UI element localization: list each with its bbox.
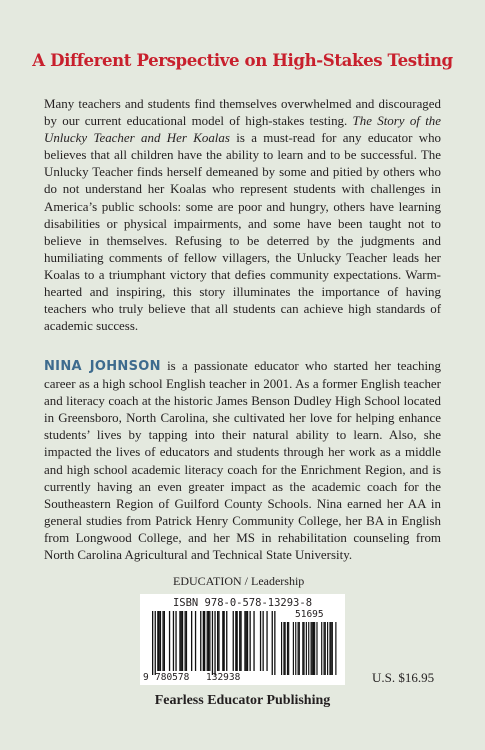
addon-bar bbox=[299, 622, 300, 675]
isbn-number: ISBN 978-0-578-13293-8 bbox=[172, 597, 313, 609]
barcode-bar bbox=[164, 611, 165, 671]
barcode-bar bbox=[233, 611, 234, 671]
book-description bbox=[44, 95, 441, 334]
addon-bar bbox=[331, 622, 332, 675]
barcode-bar bbox=[185, 611, 186, 671]
barcode-bar bbox=[272, 611, 273, 675]
addon-bar bbox=[314, 622, 315, 675]
isbn-barcode bbox=[140, 594, 345, 685]
addon-bar bbox=[303, 622, 304, 675]
addon-bar bbox=[308, 622, 309, 675]
addon-bar bbox=[313, 622, 314, 675]
addon-bar bbox=[329, 622, 330, 675]
description-body: is a must-read for any educator who believes that all children have the ability to learn and to be successful. The Unlucky Teacher finds herself demeaned by some and pitied by others who do not understand her Koalas who represent students with challenges in America’s public schools: some are poor and hungry, others have learning disabilities or physical impairments, and some have been taught not to believe in themselves. Refusing to be deterred by the judgments and humiliating comments of fellow villagers, the Unlucky Teacher leads her Koalas to a triumphant victory that defies community expectations. Warm-hearted and inspiring, this story illuminates the importance of having teachers who truly believe that all students can achieve high standards of academic success. bbox=[44, 130, 442, 334]
barcode-bar bbox=[226, 611, 227, 671]
author-bio bbox=[44, 357, 441, 563]
barcode-bar bbox=[186, 611, 187, 671]
barcode-bar bbox=[274, 611, 275, 675]
barcode-bar bbox=[253, 611, 254, 671]
description-intro: Many teachers and students find themselves overwhelmed and discouraged by our current educational model of high-stakes testing. bbox=[44, 96, 441, 129]
barcode-bar bbox=[162, 611, 163, 671]
cover-headline: A Different Perspective on High-Stakes Testing bbox=[32, 50, 453, 70]
barcode-bar bbox=[239, 611, 240, 671]
barcode-bar bbox=[260, 611, 261, 671]
addon-bar bbox=[298, 622, 299, 675]
price: U.S. $16.95 bbox=[372, 670, 435, 685]
addon-bar bbox=[281, 622, 282, 675]
barcode-bar bbox=[222, 611, 223, 671]
barcode-bar bbox=[235, 611, 236, 671]
addon-bar bbox=[288, 622, 289, 675]
barcode-bar bbox=[212, 611, 213, 675]
ean-left-digits: 780578 bbox=[155, 672, 190, 683]
barcode-bar bbox=[240, 611, 241, 671]
addon-bar bbox=[316, 622, 317, 675]
barcode-bar bbox=[175, 611, 176, 671]
barcode-bar bbox=[159, 611, 160, 671]
barcode-bar bbox=[217, 611, 218, 671]
barcode-bar bbox=[237, 611, 238, 671]
barcode-bar bbox=[152, 611, 153, 675]
barcode-bar bbox=[182, 611, 183, 671]
barcode-bar bbox=[207, 611, 208, 671]
addon-bar bbox=[325, 622, 326, 675]
barcode-bar bbox=[224, 611, 225, 671]
barcode-bar bbox=[214, 611, 215, 675]
addon-bar bbox=[293, 622, 294, 675]
barcode-bar bbox=[244, 611, 245, 671]
barcode-bar bbox=[247, 611, 248, 671]
barcode-bar bbox=[169, 611, 170, 671]
ean-right-digits: 132938 bbox=[206, 672, 241, 683]
barcode-bar bbox=[200, 611, 201, 671]
barcode-bar bbox=[173, 611, 174, 671]
barcode-bar bbox=[203, 611, 204, 671]
author-name: NINA JOHNSON bbox=[44, 359, 161, 374]
addon-bar bbox=[287, 622, 288, 675]
ean-first-digit: 9 bbox=[143, 672, 149, 683]
addon-bar bbox=[283, 622, 284, 675]
barcode-bar bbox=[218, 611, 219, 671]
barcode-bar bbox=[209, 611, 210, 671]
addon-bar bbox=[306, 622, 307, 675]
publisher-name: Fearless Educator Publishing bbox=[154, 693, 331, 708]
barcode-bar bbox=[160, 611, 161, 671]
addon-bar bbox=[335, 622, 336, 675]
addon-bar bbox=[323, 622, 324, 675]
book-category: EDUCATION / Leadership bbox=[173, 574, 305, 588]
author-bio-text: is a passionate educator who started her teaching career as a high school English teacher in 2001. As a former English teacher and literacy coach at the historic James Benson Dudley High School located in Greensboro, North Carolina, she cultivated her love for helping enhance students’ lives by tapping into their natural ability to learn. Also, she impacted the lives of educators and students through her work as a middle and high school academic literacy coach for the Enrichment Region, and is currently having an even greater impact as the academic coach for the Southeastern Region of Guilford County Schools. Nina earned her AA in general studies from Patrick Henry Community College, her BA in English from Longwood College, and her MS in rehabilitation counseling from North Carolina Agricultural and Technical State University. bbox=[44, 358, 441, 563]
barcode-bar bbox=[181, 611, 182, 671]
barcode-bar bbox=[208, 611, 209, 671]
barcode-bar bbox=[179, 611, 180, 671]
barcode-bar bbox=[195, 611, 196, 671]
addon-bar bbox=[285, 622, 286, 675]
addon-bar bbox=[311, 622, 312, 675]
addon-bar bbox=[327, 622, 328, 675]
barcode-bar bbox=[191, 611, 192, 671]
addon-bar bbox=[312, 622, 313, 675]
addon-bar bbox=[321, 622, 322, 675]
addon-bar bbox=[332, 622, 333, 675]
barcode-bar bbox=[263, 611, 264, 671]
barcode-bar bbox=[157, 611, 158, 671]
barcode-bar bbox=[266, 611, 267, 671]
book-title: The Story of the Unlucky Teacher and Her Koalas bbox=[44, 113, 442, 146]
price-addon-digits: 51695 bbox=[295, 609, 324, 620]
addon-bar bbox=[295, 622, 296, 675]
barcode-bar bbox=[204, 611, 205, 671]
addon-bar bbox=[302, 622, 303, 675]
barcode-bar bbox=[246, 611, 247, 671]
barcode-bar bbox=[250, 611, 251, 671]
barcode-bar bbox=[155, 611, 156, 675]
